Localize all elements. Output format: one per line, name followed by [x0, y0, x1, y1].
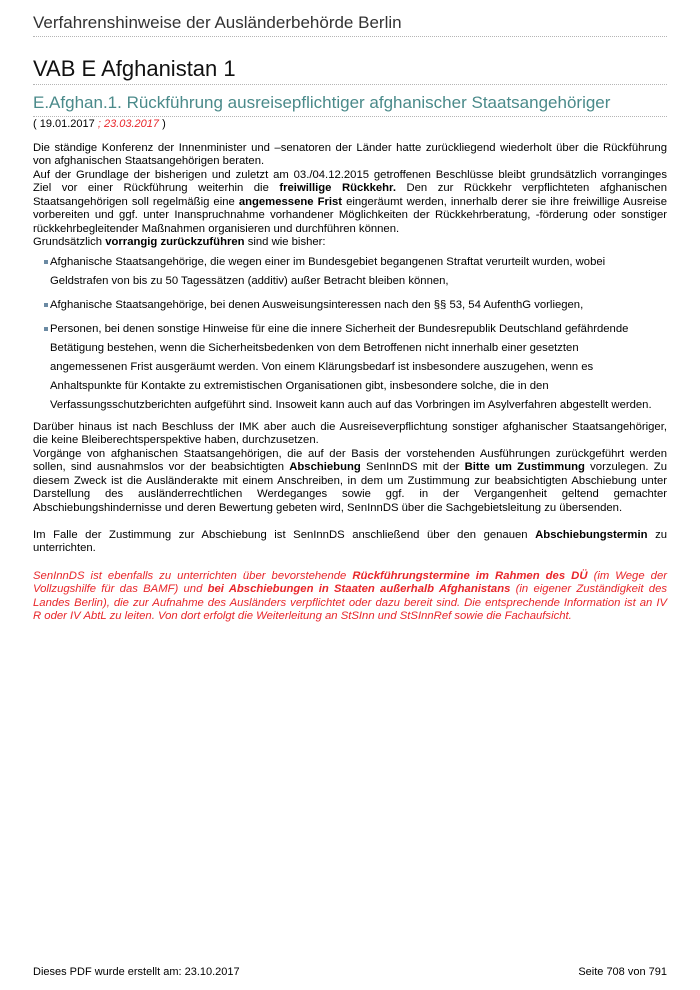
emphasis: bei Abschiebungen in Staaten außerhalb Afghanistans: [207, 583, 511, 596]
text-line: unterrichten.: [33, 542, 96, 555]
intro-paragraph: [33, 142, 667, 169]
emphasis: freiwillige Rückkehr.: [279, 182, 396, 195]
document-title: VAB E Afghanistan 1: [33, 56, 236, 81]
text-line: vorbereiten und ggf. unter Inanspruchnahme vorhandener Möglichkeiten der Rückkehrberatung, -förderung oder sonstiger: [33, 209, 667, 222]
header-title: Verfahrenshinweise der Ausländerbehörde Berlin: [33, 13, 402, 32]
date-original: ( 19.01.2017: [33, 118, 98, 130]
text-line: diesem Zweck ist die Ausländerakte mit einem Anschreiben, in dem um Zustimmung zur beabsichtigten Abschiebung unter: [33, 474, 667, 487]
list-item: Personen, bei denen sonstige Hinweise für eine die innere Sicherheit der Bundesrepublik Deutschland gefährdende Betätigung bestehen, wenn die Sicherheitsbedenken von dem Betroffenen nicht innerhalb einer gesetzten angemessenen Frist ausgeräumt werden. Von einem Klärungsbedarf ist insbesondere auszugehen, wenn es Anhaltspunkte für Kontakte zu extremistischen Organisationen gibt, insbesondere solche, die in den Verfassungsschutzberichten aufgeführt sind. Insoweit kann auch auf das Vorbringen im Asylverfahren abgestellt werden.: [43, 320, 667, 415]
text-line: Darstellung des ausländerrechtlichen Werdeganges sowie ggf. in der Vergangenheit geltend gemachter: [33, 488, 667, 501]
list-item: Afghanische Staatsangehörige, bei denen Ausweisungsinteressen nach den §§ 53, 54 AufenthG vorliegen,: [43, 296, 667, 315]
emphasis: angemessene Frist: [238, 195, 343, 208]
date-close: ): [159, 118, 166, 130]
section-divider: [33, 116, 667, 117]
footer-page-number: Seite 708 von 791: [578, 966, 667, 978]
emphasis: Abschiebung: [289, 461, 361, 474]
text-line: Auf der Grundlage der bisherigen und zuletzt am 03./04.12.2015 getroffenen Beschlüsse bleibt grundsätzlich vorranginges: [33, 169, 667, 181]
text-line: Staatsangehörigen soll regelmäßig eine angemessene Frist eingeräumt werden, innerhalb derer sie ihre freiwillige Ausreise: [33, 195, 667, 208]
imk-paragraph: [33, 421, 667, 448]
red-notice-paragraph: [33, 570, 667, 624]
bullet-icon: [44, 327, 48, 331]
text-line: Vorgänge von afghanischen Staatsangehörigen, die auf der Basis der vorstehenden Ausführungen zurückgeführt werden: [33, 448, 667, 460]
page-footer: [33, 966, 667, 978]
text-line: SenInnDS ist ebenfalls zu unterrichten über bevorstehende Rückführungstermine im Rahmen des DÜ (im Wege der: [33, 570, 668, 582]
emphasis: Bitte um Zustimmung: [464, 461, 585, 474]
text-line: Die ständige Konferenz der Innenminister und –senatoren der Länder hatte zurückliegend wiederholt über die Rückführung: [33, 142, 667, 154]
bullet-icon: [44, 303, 48, 307]
text-line: von afghanischen Staatsangehörigen beraten.: [33, 155, 265, 168]
text-line: Ziel vor einer Rückführung weiterhin die freiwillige Rückkehr. Den zur Rückkehr verpflichteten afghanischen: [33, 182, 667, 195]
consent-paragraph: [33, 448, 667, 515]
text-line: Im Falle der Zustimmung zur Abschiebung ist SenInnDS anschließend über den genauen Abschiebungstermin zu: [33, 529, 667, 541]
voluntary-return-paragraph: [33, 169, 667, 236]
text-line: die keine Bleiberechtsperspektive haben, durchzusetzen.: [33, 434, 319, 447]
text-line: rückkehrbegleitender Maßnahmen organisieren und durchführen können.: [33, 222, 400, 235]
date-amended: ; 23.03.2017: [97, 118, 160, 130]
priority-intro: Grundsätzlich vorrangig zurückzuführen sind wie bisher:: [33, 236, 326, 248]
section-heading: E.Afghan.1. Rückführung ausreisepflichtiger afghanischer Staatsangehöriger: [33, 93, 611, 112]
text-line: Darüber hinaus ist nach Beschluss der IMK aber auch die Ausreiseverpflichtung sonstiger afghanischer Staatsangehöriger,: [33, 421, 667, 433]
text-line: R oder IV AbtL zu leiten. Von dort erfolgt die Weiterleitung an StSInn und StSInnRef sowie die Fachaufsicht.: [33, 610, 572, 623]
header-divider: [33, 36, 667, 37]
text-line: Abschiebungshindernisse und deren Bewertung gebeten wird, SenInnDS über die Sachgebietsleitung zu übersenden.: [33, 501, 623, 514]
text-line: Landes Berlin), die zur Aufnahme des Ausländers verpflichtet oder dazu bereit sind. Die entsprechende Information ist an IV: [33, 596, 667, 609]
deportation-date-paragraph: [33, 529, 667, 556]
text-line: sollen, sind ausnahmslos vor der beabsichtigten Abschiebung SenInnDS mit der Bitte um Zustimmung vorzulegen. Zu: [33, 461, 667, 474]
list-item: Afghanische Staatsangehörige, die wegen einer im Bundesgebiet begangenen Straftat verurteilt wurden, wobei Geldstrafen von bis zu 50 Tagessätzen (additiv) außer Betracht bleiben können,: [43, 253, 667, 291]
emphasis: Abschiebungstermin: [535, 529, 648, 541]
priority-list: [43, 253, 667, 415]
emphasis: Rückführungstermine im Rahmen des DÜ: [352, 570, 588, 582]
bullet-icon: [44, 260, 48, 264]
revision-dates: [33, 118, 166, 130]
title-divider: [33, 84, 667, 85]
text-line: Vollzugshilfe für das BAMF) und bei Abschiebungen in Staaten außerhalb Afghanistans (in eigener Zuständigkeit des: [33, 583, 668, 596]
emphasis: vorrangig zurückzuführen: [105, 236, 245, 248]
footer-created-date: Dieses PDF wurde erstellt am: 23.10.2017: [33, 966, 240, 978]
